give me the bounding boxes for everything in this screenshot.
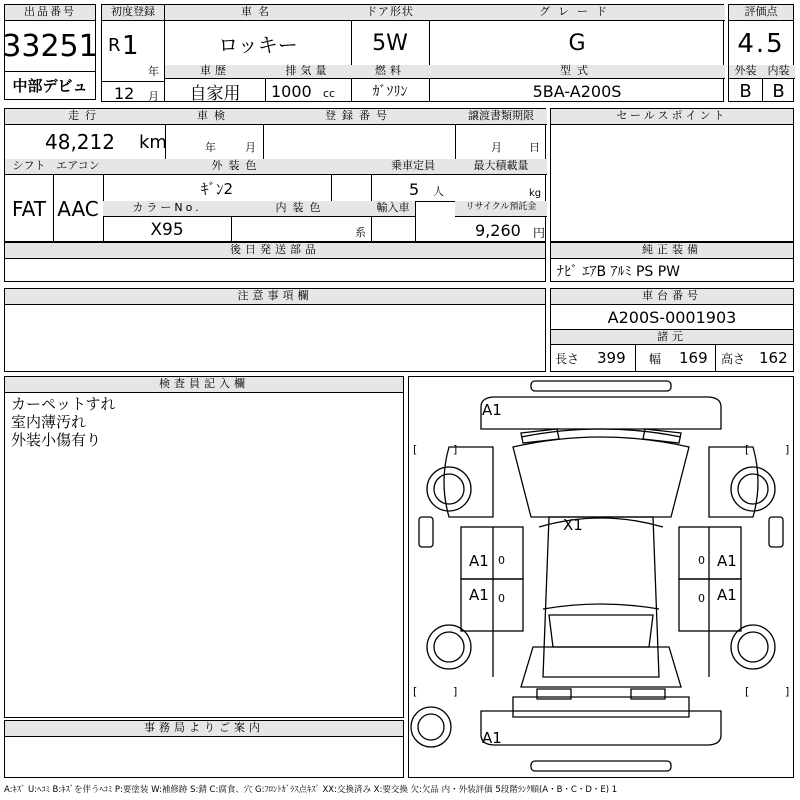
mark-front-right: A1	[717, 552, 737, 570]
inspector-note-2: 室内薄汚れ	[11, 413, 87, 431]
height-label: 高さ	[721, 351, 746, 366]
inspector-notes	[11, 395, 116, 449]
svg-text:[: [	[413, 685, 418, 698]
height-value: 162	[759, 349, 788, 367]
int-color-label: 内装色	[231, 201, 371, 217]
overall-score: 4.5	[737, 29, 785, 59]
era: R	[108, 35, 121, 56]
equipment-list: ﾅﾋﾞ ｴｱB ｱﾙﾐ PS PW	[557, 264, 681, 280]
recycle-unit: 円	[533, 225, 546, 240]
max-load-unit: kg	[529, 187, 542, 199]
inspector-note-3: 外装小傷有り	[11, 431, 102, 449]
width-label: 幅	[649, 351, 662, 366]
width-value: 169	[679, 349, 708, 367]
recycle-fee: 9,260	[475, 220, 521, 240]
model-code-label: 型式	[429, 65, 725, 79]
mark-rear-bumper: A1	[482, 729, 502, 747]
car-name-label: 車名	[165, 5, 351, 21]
equipment-box	[550, 242, 794, 282]
transfer-day-unit: 日	[529, 141, 540, 154]
interior-score: B	[772, 80, 785, 102]
reg-number-label: 登録番号	[263, 109, 455, 125]
vehicle-info-grid	[164, 4, 724, 102]
svg-text:[: [	[413, 443, 418, 456]
year-unit: 年	[148, 65, 159, 78]
specs-label: 諸元	[551, 329, 793, 345]
inspector-note-1: カーペットすれ	[11, 395, 116, 413]
chassis-box	[550, 288, 794, 372]
recycle-label: リサイクル預託金	[455, 201, 547, 217]
score-box	[728, 4, 794, 102]
car-diagram-box	[408, 376, 794, 778]
inspector-label: 検査員記入欄	[5, 377, 403, 393]
chassis-label: 車台番号	[551, 289, 793, 305]
length-value: 399	[597, 349, 626, 367]
mark-hood: X1	[563, 516, 583, 534]
score-label: 評価点	[729, 5, 793, 21]
ext-color: ｷﾞﾝ2	[200, 179, 234, 198]
mileage-label: 走行	[5, 109, 165, 125]
lot-label: 出品番号	[5, 5, 95, 21]
mark-front-left: A1	[469, 552, 489, 570]
model-code: 5BA-A200S	[532, 81, 622, 101]
exterior-score: B	[739, 80, 752, 102]
capacity-label: 乗車定員	[371, 159, 455, 175]
transfer-month-unit: 月	[491, 141, 502, 154]
lot-number: 33251	[2, 28, 98, 64]
door-label: ドア形状	[351, 5, 429, 21]
first-registration-label: 初度登録	[102, 5, 164, 21]
mileage-unit: km	[139, 131, 167, 153]
ext-color-label: 外装色	[103, 159, 371, 175]
history-label: 車歴	[165, 65, 265, 79]
office-box	[4, 720, 404, 778]
capacity-unit: 人	[433, 185, 444, 198]
displacement-label: 排気量	[265, 65, 351, 79]
car-name: ロッキー	[218, 32, 298, 57]
fuel: ｶﾞｿﾘﾝ	[372, 84, 408, 100]
max-load-label: 最大積載量	[455, 159, 547, 175]
inspector-box	[4, 376, 404, 718]
inspection-year-unit: 年	[205, 141, 216, 154]
capacity: 5	[409, 179, 420, 199]
later-parts-box	[4, 242, 546, 282]
svg-text:0: 0	[498, 592, 505, 605]
aircon-label: エアコン	[53, 159, 103, 175]
mark-rear-right: A1	[717, 586, 737, 604]
chassis-number: A200S-0001903	[607, 307, 737, 327]
sales-points-label: セールスポイント	[551, 109, 793, 125]
mileage: 48,212	[45, 130, 115, 154]
displacement: 1000	[271, 81, 312, 101]
svg-text:]: ]	[453, 685, 458, 698]
lot-box	[4, 4, 96, 100]
shift-type: FAT	[11, 197, 46, 221]
office-label: 事務局よりご案内	[5, 721, 403, 737]
svg-text:]: ]	[785, 685, 790, 698]
int-color-unit: 系	[355, 226, 366, 239]
door-type: 5W	[372, 30, 408, 56]
equipment-label: 純正装備	[551, 243, 793, 259]
first-registration-box	[101, 4, 165, 102]
svg-text:]: ]	[453, 443, 458, 456]
color-no-label: カラーNo.	[103, 201, 231, 217]
svg-text:0: 0	[698, 554, 705, 567]
car-diagram	[409, 377, 793, 777]
inspection-label: 車検	[165, 109, 263, 125]
grade-label: グレード	[429, 5, 725, 21]
mark-front-bumper: A1	[482, 401, 502, 419]
exterior-label: 外装	[729, 65, 762, 79]
inspection-month-unit: 月	[245, 141, 256, 154]
sales-points-box	[550, 108, 794, 242]
length-label: 長さ	[555, 351, 580, 366]
color-number: X95	[150, 220, 184, 240]
reg-month: 12	[114, 84, 135, 103]
svg-text:0: 0	[498, 554, 505, 567]
later-parts-label: 後日発送部品	[5, 243, 545, 259]
svg-text:[: [	[745, 443, 750, 456]
aircon-type: AAC	[57, 197, 99, 221]
auction-venue: 中部デビュ	[12, 76, 88, 95]
month-unit: 月	[148, 90, 159, 103]
svg-text:[: [	[745, 685, 750, 698]
fuel-label: 燃料	[351, 65, 429, 79]
details-grid	[4, 108, 546, 242]
shift-label: シフト	[5, 159, 53, 175]
notes-label: 注意事項欄	[5, 289, 545, 305]
vehicle-history: 自家用	[189, 83, 241, 104]
legend: A:ｷｽﾞ U:ﾍｺﾐ B:ｷｽﾞを伴うﾍｺﾐ P:要塗装 W:補修跡 S:錆 C:腐食、穴 G:ﾌﾛﾝﾄｶﾞﾗｽ点ｷｽﾞ XX:交換済み X:要交換 欠:欠品 内・外装評価 5段階ﾗﾝｸ順(A・B・C・D・E) 1	[4, 785, 618, 795]
interior-label: 内装	[762, 65, 795, 79]
notes-box	[4, 288, 546, 372]
import-label: 輸入車	[371, 201, 415, 217]
displacement-unit: cc	[323, 86, 336, 100]
svg-text:]: ]	[785, 443, 790, 456]
grade: G	[568, 30, 586, 56]
svg-text:0: 0	[698, 592, 705, 605]
reg-year: 1	[122, 31, 139, 61]
mark-rear-left: A1	[469, 586, 489, 604]
transfer-doc-label: 譲渡書類期限	[455, 109, 547, 125]
